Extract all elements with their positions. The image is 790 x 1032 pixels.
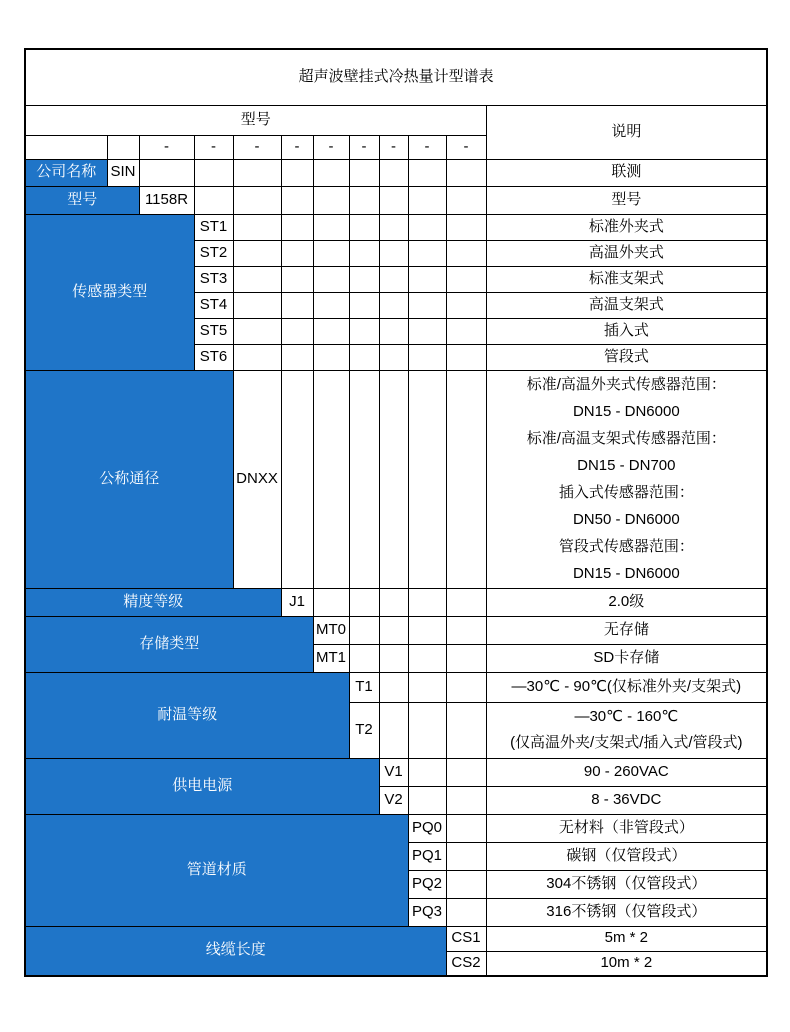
empty-cell bbox=[349, 344, 379, 370]
empty-cell bbox=[313, 214, 349, 240]
desc-model: 型号 bbox=[486, 186, 767, 214]
empty-cell bbox=[446, 344, 486, 370]
category-temperature: 耐温等级 bbox=[25, 672, 349, 758]
empty-cell bbox=[408, 588, 446, 616]
empty-cell bbox=[408, 159, 446, 186]
diameter-row bbox=[25, 370, 767, 588]
separator-dash: - bbox=[139, 135, 194, 159]
description-header: 说明 bbox=[486, 105, 767, 159]
empty-cell bbox=[379, 159, 408, 186]
empty-cell bbox=[349, 644, 379, 672]
empty-cell bbox=[446, 292, 486, 318]
empty-cell bbox=[379, 240, 408, 266]
t2-range-line: —30℃ - 160℃ bbox=[574, 708, 679, 725]
empty-cell bbox=[446, 186, 486, 214]
empty-cell bbox=[349, 159, 379, 186]
empty-cell bbox=[233, 292, 281, 318]
empty-cell bbox=[313, 159, 349, 186]
code-st6: ST6 bbox=[194, 344, 233, 370]
code-pq2: PQ2 bbox=[408, 870, 446, 898]
empty-cell bbox=[408, 186, 446, 214]
empty-cell bbox=[349, 370, 379, 588]
empty-cell bbox=[408, 370, 446, 588]
code-st4: ST4 bbox=[194, 292, 233, 318]
empty-cell bbox=[408, 240, 446, 266]
desc-mt1: SD卡存储 bbox=[486, 644, 767, 672]
desc-pq0: 无材料（非管段式） bbox=[486, 814, 767, 842]
empty-cell bbox=[446, 814, 486, 842]
empty-cell bbox=[233, 159, 281, 186]
temperature-row bbox=[25, 672, 767, 702]
power-row bbox=[25, 758, 767, 786]
empty-cell bbox=[281, 292, 313, 318]
empty-cell bbox=[408, 292, 446, 318]
code-j1: J1 bbox=[281, 588, 313, 616]
category-accuracy: 精度等级 bbox=[25, 588, 281, 616]
separator-dash: - bbox=[408, 135, 446, 159]
empty-cell bbox=[349, 292, 379, 318]
separator-dash: - bbox=[233, 135, 281, 159]
empty-cell bbox=[349, 240, 379, 266]
empty-cell bbox=[281, 159, 313, 186]
empty-cell bbox=[281, 318, 313, 344]
empty-cell bbox=[281, 240, 313, 266]
code-mt1: MT1 bbox=[313, 644, 349, 672]
empty-cell bbox=[313, 186, 349, 214]
desc-pq1: 碳钢（仅管段式） bbox=[486, 842, 767, 870]
empty-cell bbox=[408, 758, 446, 786]
empty-cell bbox=[379, 186, 408, 214]
model-header: 型号 bbox=[25, 105, 486, 135]
empty-cell bbox=[446, 159, 486, 186]
empty-cell bbox=[446, 702, 486, 758]
empty-cell bbox=[446, 266, 486, 292]
code-pq3: PQ3 bbox=[408, 898, 446, 926]
sensor-row bbox=[25, 214, 767, 240]
spec-table bbox=[24, 48, 768, 977]
code-cs2: CS2 bbox=[446, 951, 486, 976]
empty-cell bbox=[408, 344, 446, 370]
empty-cell bbox=[379, 344, 408, 370]
diameter-range-line: 插入式传感器范围： bbox=[558, 484, 694, 501]
empty-cell bbox=[313, 240, 349, 266]
desc-st5: 插入式 bbox=[486, 318, 767, 344]
empty-cell bbox=[379, 266, 408, 292]
empty-cell bbox=[194, 186, 233, 214]
empty-cell bbox=[446, 898, 486, 926]
empty-cell bbox=[408, 702, 446, 758]
empty-cell bbox=[313, 266, 349, 292]
empty-cell bbox=[233, 214, 281, 240]
empty-cell bbox=[313, 318, 349, 344]
code-model: 1158R bbox=[139, 186, 194, 214]
empty-cell bbox=[233, 240, 281, 266]
code-pq1: PQ1 bbox=[408, 842, 446, 870]
category-model: 型号 bbox=[25, 186, 139, 214]
accuracy-row bbox=[25, 588, 767, 616]
category-cable-length: 线缆长度 bbox=[25, 926, 446, 976]
empty-cell bbox=[349, 186, 379, 214]
empty-cell bbox=[194, 159, 233, 186]
empty-cell bbox=[281, 266, 313, 292]
empty-cell bbox=[379, 644, 408, 672]
empty-cell bbox=[313, 344, 349, 370]
header-row bbox=[25, 105, 767, 135]
empty-cell bbox=[233, 344, 281, 370]
empty-cell bbox=[446, 758, 486, 786]
pipe-material-row bbox=[25, 814, 767, 842]
empty-cell bbox=[379, 318, 408, 344]
diameter-range-line: DN15 - DN6000 bbox=[572, 565, 680, 582]
empty-cell bbox=[379, 588, 408, 616]
desc-cs1: 5m * 2 bbox=[486, 926, 767, 951]
empty-cell bbox=[233, 318, 281, 344]
empty-cell bbox=[446, 786, 486, 814]
empty-cell bbox=[446, 616, 486, 644]
empty-cell bbox=[233, 266, 281, 292]
empty-cell bbox=[446, 214, 486, 240]
desc-t1: —30℃ - 90℃(仅标准外夹/支架式) bbox=[486, 672, 767, 702]
empty-cell bbox=[408, 616, 446, 644]
diameter-range-line: DN50 - DN6000 bbox=[572, 511, 680, 528]
category-nominal-diameter: 公称通径 bbox=[25, 370, 233, 588]
empty-cell bbox=[25, 135, 107, 159]
spec-table-container bbox=[24, 48, 766, 977]
empty-cell bbox=[313, 370, 349, 588]
empty-cell bbox=[408, 786, 446, 814]
empty-cell bbox=[379, 616, 408, 644]
title-row bbox=[25, 49, 767, 105]
empty-cell bbox=[349, 588, 379, 616]
empty-cell bbox=[446, 672, 486, 702]
desc-st6: 管段式 bbox=[486, 344, 767, 370]
code-st5: ST5 bbox=[194, 318, 233, 344]
code-v1: V1 bbox=[379, 758, 408, 786]
empty-cell bbox=[349, 214, 379, 240]
category-sensor-type: 传感器类型 bbox=[25, 214, 194, 370]
desc-cs2: 10m * 2 bbox=[486, 951, 767, 976]
desc-mt0: 无存储 bbox=[486, 616, 767, 644]
empty-cell bbox=[408, 266, 446, 292]
code-mt0: MT0 bbox=[313, 616, 349, 644]
separator-dash: - bbox=[349, 135, 379, 159]
storage-row bbox=[25, 616, 767, 644]
desc-pq3: 316不锈钢（仅管段式） bbox=[486, 898, 767, 926]
desc-accuracy: 2.0级 bbox=[486, 588, 767, 616]
code-st1: ST1 bbox=[194, 214, 233, 240]
desc-st4: 高温支架式 bbox=[486, 292, 767, 318]
empty-cell bbox=[313, 588, 349, 616]
empty-cell bbox=[408, 318, 446, 344]
empty-cell bbox=[379, 370, 408, 588]
category-storage: 存储类型 bbox=[25, 616, 313, 672]
empty-cell bbox=[446, 240, 486, 266]
diameter-range-line: 管段式传感器范围： bbox=[558, 538, 694, 555]
empty-cell bbox=[281, 186, 313, 214]
separator-dash: - bbox=[446, 135, 486, 159]
empty-cell bbox=[446, 842, 486, 870]
code-st2: ST2 bbox=[194, 240, 233, 266]
table-title: 超声波壁挂式冷热量计型谱表 bbox=[25, 49, 767, 105]
desc-v1: 90 - 260VAC bbox=[486, 758, 767, 786]
code-st3: ST3 bbox=[194, 266, 233, 292]
desc-st3: 标准支架式 bbox=[486, 266, 767, 292]
empty-cell bbox=[107, 135, 139, 159]
code-pq0: PQ0 bbox=[408, 814, 446, 842]
empty-cell bbox=[446, 644, 486, 672]
empty-cell bbox=[379, 214, 408, 240]
code-cs1: CS1 bbox=[446, 926, 486, 951]
t2-scope-line: (仅高温外夹/支架式/插入式/管段式) bbox=[510, 734, 743, 751]
code-dnxx: DNXX bbox=[233, 370, 281, 588]
empty-cell bbox=[379, 292, 408, 318]
empty-cell bbox=[408, 214, 446, 240]
desc-st1: 标准外夹式 bbox=[486, 214, 767, 240]
empty-cell bbox=[233, 186, 281, 214]
empty-cell bbox=[139, 159, 194, 186]
empty-cell bbox=[446, 318, 486, 344]
desc-t2 bbox=[486, 702, 767, 758]
model-row bbox=[25, 186, 767, 214]
empty-cell bbox=[408, 644, 446, 672]
empty-cell bbox=[313, 292, 349, 318]
separator-dash: - bbox=[194, 135, 233, 159]
empty-cell bbox=[446, 870, 486, 898]
category-pipe-material: 管道材质 bbox=[25, 814, 408, 926]
empty-cell bbox=[379, 672, 408, 702]
desc-company: 联测 bbox=[486, 159, 767, 186]
separator-dash: - bbox=[281, 135, 313, 159]
desc-st2: 高温外夹式 bbox=[486, 240, 767, 266]
cable-row bbox=[25, 926, 767, 951]
code-v2: V2 bbox=[379, 786, 408, 814]
category-company: 公司名称 bbox=[25, 159, 107, 186]
diameter-range-line: 标准/高温支架式传感器范围： bbox=[526, 430, 726, 447]
empty-cell bbox=[281, 214, 313, 240]
company-row bbox=[25, 159, 767, 186]
desc-diameter bbox=[486, 370, 767, 588]
code-t1: T1 bbox=[349, 672, 379, 702]
code-company: SIN bbox=[107, 159, 139, 186]
empty-cell bbox=[349, 616, 379, 644]
diameter-range-line: DN15 - DN700 bbox=[577, 457, 676, 474]
desc-v2: 8 - 36VDC bbox=[486, 786, 767, 814]
code-t2: T2 bbox=[349, 702, 379, 758]
desc-pq2: 304不锈钢（仅管段式） bbox=[486, 870, 767, 898]
diameter-range-line: 标准/高温外夹式传感器范围： bbox=[526, 376, 726, 393]
diameter-range-line: DN15 - DN6000 bbox=[572, 403, 680, 420]
empty-cell bbox=[349, 318, 379, 344]
separator-dash: - bbox=[379, 135, 408, 159]
empty-cell bbox=[446, 370, 486, 588]
empty-cell bbox=[349, 266, 379, 292]
empty-cell bbox=[281, 370, 313, 588]
empty-cell bbox=[446, 588, 486, 616]
empty-cell bbox=[379, 702, 408, 758]
category-power-supply: 供电电源 bbox=[25, 758, 379, 814]
separator-dash: - bbox=[313, 135, 349, 159]
empty-cell bbox=[408, 672, 446, 702]
empty-cell bbox=[281, 344, 313, 370]
